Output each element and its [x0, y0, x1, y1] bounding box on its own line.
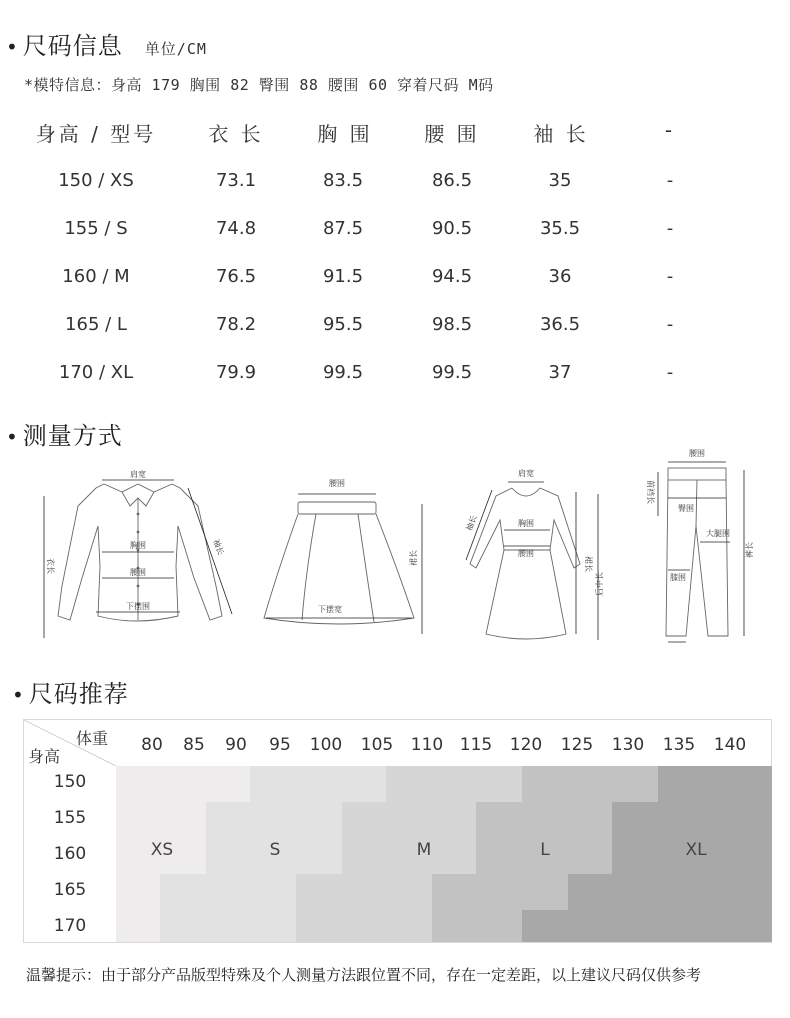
size-block-xl — [658, 766, 772, 802]
table-cell: 76.5 — [215, 266, 257, 287]
dress-sleeve-label: 袖长 — [464, 514, 479, 533]
bullet-dot-icon: • — [6, 35, 19, 59]
table-cell: 98.5 — [431, 314, 473, 335]
table-cell: 165 / L — [65, 314, 127, 335]
table-cell: 91.5 — [322, 266, 364, 287]
weight-header: 85 — [183, 735, 205, 755]
table-header-waist: 腰 围 — [424, 122, 480, 146]
size-label-xl: XL — [685, 840, 707, 860]
recommend-title: 尺码推荐 — [28, 680, 129, 708]
measure-heading — [6, 416, 123, 451]
height-label: 165 — [53, 880, 87, 900]
table-cell: 150 / XS — [58, 170, 134, 191]
unit-label: 单位/CM — [144, 40, 207, 58]
weight-header: 135 — [662, 735, 696, 755]
weight-header: 95 — [269, 735, 291, 755]
table-cell: 95.5 — [322, 314, 364, 335]
table-cell: 35.5 — [539, 218, 581, 239]
dress-shoulder-label: 肩宽 — [518, 469, 534, 478]
size-block-l — [476, 802, 612, 838]
size-block-xl — [522, 910, 772, 942]
size-block-xs — [116, 766, 250, 802]
height-label: 150 — [53, 772, 87, 792]
table-cell: - — [666, 170, 674, 191]
table-header-height-size: 身高 / 型号 — [35, 122, 157, 146]
table-cell: 99.5 — [322, 362, 364, 383]
table-cell: 160 / M — [62, 266, 130, 287]
bullet-dot-icon: • — [6, 425, 19, 449]
table-cell: 155 / S — [64, 218, 128, 239]
dress-chest-label: 胸围 — [518, 519, 534, 528]
table-cell: 35 — [548, 170, 572, 191]
weight-header: 115 — [459, 735, 493, 755]
corner-weight-label: 体重 — [76, 729, 109, 748]
weight-header: 90 — [225, 735, 247, 755]
size-info-heading — [6, 26, 207, 61]
skirt-diagram — [258, 470, 434, 640]
table-cell: 36.5 — [539, 314, 581, 335]
shirt-hem-label: 下摆围 — [126, 602, 150, 611]
size-block-xs — [116, 874, 160, 910]
table-cell: 87.5 — [322, 218, 364, 239]
size-block-l — [522, 766, 658, 802]
size-block-m — [296, 874, 432, 910]
table-header-length: 衣 长 — [208, 122, 264, 146]
table-header-extra: - — [664, 118, 676, 142]
table-cell: 94.5 — [431, 266, 473, 287]
footer-note: 温馨提示：由于部分产品版型特殊及个人测量方法跟位置不同，存在一定差距，以上建议尺码仅供参考 — [26, 966, 702, 984]
height-label: 160 — [53, 844, 87, 864]
dress-length-label: 裙长 — [584, 556, 593, 572]
size-label-s: S — [269, 840, 281, 860]
measure-title: 测量方式 — [22, 422, 123, 450]
size-block-xs — [116, 910, 160, 942]
model-info: *模特信息：身高 179 胸围 82 臀围 88 腰围 60 穿着尺码 M码 — [24, 76, 494, 94]
table-cell: - — [666, 362, 674, 383]
shirt-sleeve-label: 袖长 — [211, 538, 226, 557]
table-cell: 170 / XL — [58, 362, 134, 383]
weight-header: 140 — [713, 735, 747, 755]
shirt-length-label: 衣长 — [46, 558, 55, 574]
shirt-chest-label: 胸围 — [130, 541, 146, 550]
table-cell: 78.2 — [215, 314, 257, 335]
table-cell: 83.5 — [322, 170, 364, 191]
size-label-m: M — [416, 840, 432, 860]
size-block-m — [386, 766, 522, 802]
size-block-s — [206, 802, 342, 838]
table-cell: 37 — [548, 362, 572, 383]
bullet-dot-icon: • — [12, 683, 25, 707]
weight-header: 105 — [360, 735, 394, 755]
size-block-s — [160, 874, 296, 910]
pants-waist-label: 腰围 — [689, 449, 705, 458]
table-cell: - — [666, 218, 674, 239]
weight-header: 120 — [509, 735, 543, 755]
pants-front-rise-label: 前裆长 — [646, 480, 655, 504]
weight-header: 100 — [309, 735, 343, 755]
size-block-s — [250, 766, 386, 802]
skirt-length-label: 裙长 — [409, 550, 418, 566]
size-label-xs: XS — [150, 840, 174, 860]
table-header-chest: 胸 围 — [317, 122, 373, 146]
skirt-waist-label: 腰围 — [329, 479, 345, 488]
recommend-heading — [12, 674, 129, 709]
weight-header: 80 — [141, 735, 163, 755]
size-block-xl — [568, 874, 772, 910]
skirt-hem-label: 下摆宽 — [318, 605, 342, 614]
table-cell: - — [666, 314, 674, 335]
weight-header: 125 — [560, 735, 594, 755]
pants-hip-label: 臀围 — [678, 504, 694, 513]
size-block-m — [342, 802, 476, 838]
size-info-title: 尺码信息 — [22, 32, 123, 60]
table-cell: 90.5 — [431, 218, 473, 239]
size-block-m — [296, 910, 432, 942]
table-cell: 99.5 — [431, 362, 473, 383]
size-block-m — [342, 838, 476, 874]
dress-diagram — [462, 464, 608, 646]
size-block-l — [432, 874, 568, 910]
table-cell: 79.9 — [215, 362, 257, 383]
size-recommend-grid — [23, 719, 772, 943]
pants-thigh-label: 大腿围 — [706, 529, 730, 538]
shirt-diagram — [38, 466, 238, 644]
size-block-xs — [116, 802, 206, 838]
table-cell: 86.5 — [431, 170, 473, 191]
table-cell: - — [666, 266, 674, 287]
height-label: 170 — [53, 916, 87, 936]
corner-height-label: 身高 — [28, 747, 61, 766]
weight-header: 130 — [611, 735, 645, 755]
size-block-s — [160, 910, 296, 942]
shirt-shoulder-label: 肩宽 — [130, 470, 146, 479]
weight-header: 110 — [410, 735, 444, 755]
pants-diagram — [638, 446, 758, 650]
table-cell: 36 — [548, 266, 572, 287]
size-label-l: L — [540, 840, 550, 860]
pants-knee-label: 膝围 — [670, 573, 686, 582]
dress-back-length-label: 后中长 — [595, 572, 604, 596]
table-header-sleeve: 袖 长 — [533, 122, 589, 146]
pants-length-label: 裤长 — [745, 542, 754, 558]
table-cell: 73.1 — [215, 170, 257, 191]
size-block-l — [432, 910, 522, 942]
height-label: 155 — [53, 808, 87, 828]
size-block-xl — [612, 802, 772, 838]
dress-waist-label: 腰围 — [518, 549, 534, 558]
shirt-waist-label: 腰围 — [130, 568, 146, 577]
table-cell: 74.8 — [215, 218, 257, 239]
